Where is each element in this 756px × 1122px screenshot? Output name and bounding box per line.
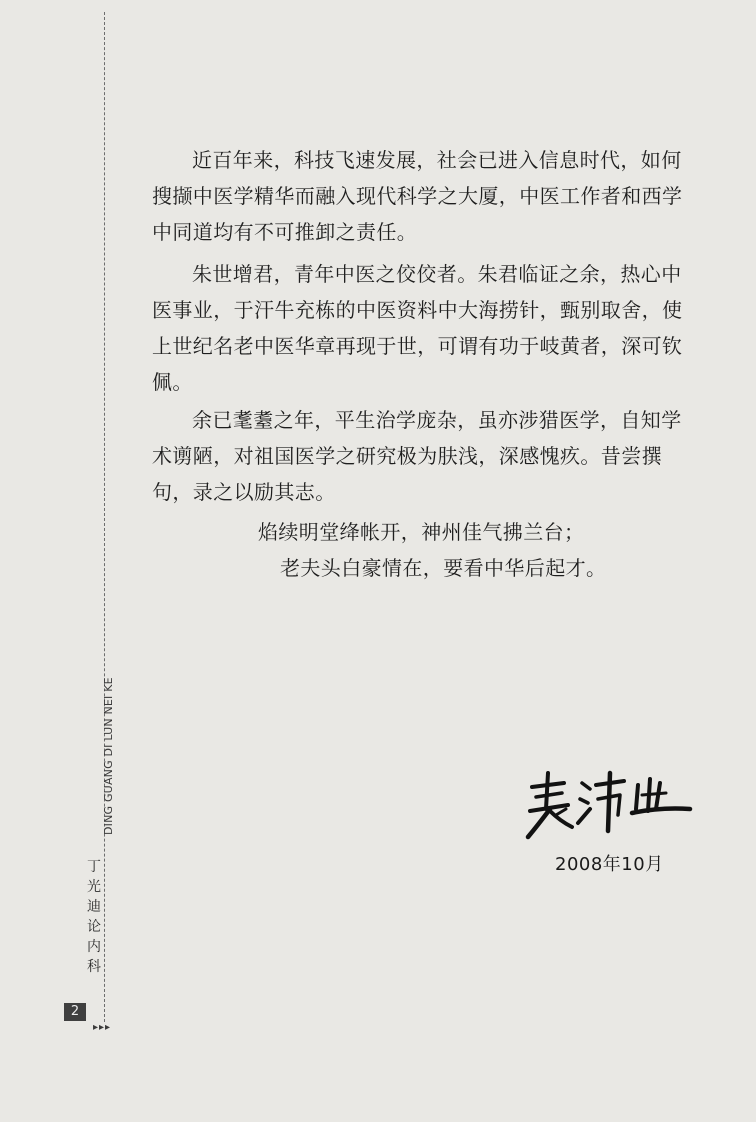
running-title-chinese (86, 857, 102, 977)
running-title-pinyin (88, 675, 115, 835)
preface-text (152, 142, 700, 586)
running-title-char: 丁 (87, 859, 101, 875)
paragraph: 余已耄耋之年，平生治学庞杂，虽亦涉猎医学，自知学术谫陋，对祖国医学之研究极为肤浅，深感愧疚。昔尝撰句，录之以励其志。 (152, 408, 682, 504)
margin-dashed-line (104, 12, 105, 1022)
signature-date: 2008年10月 (555, 854, 664, 875)
running-title-pinyin-text: DING GUANG DI LUN NEI KE (102, 677, 115, 835)
page-arrows-icon: ▸▸▸ (93, 1022, 112, 1033)
running-title-char: 科 (87, 959, 101, 975)
handwritten-signature (520, 765, 700, 845)
running-title-char: 内 (87, 939, 101, 955)
page-number: 2 (64, 1003, 86, 1021)
poem-line: 焰续明堂绛帐开，神州佳气拂兰台； (258, 520, 585, 544)
poem (152, 514, 700, 586)
running-title-char: 光 (87, 879, 101, 895)
poem-line: 老夫头白豪情在，要看中华后起才。 (280, 556, 607, 580)
running-title-char: 论 (87, 919, 101, 935)
running-title-char: 迪 (87, 899, 101, 915)
paragraph: 朱世增君，青年中医之佼佼者。朱君临证之余，热心中医事业，于汗牛充栋的中医资料中大海捞针，甄别取舍，使上世纪名老中医华章再现于世，可谓有功于岐黄者，深可钦佩。 (152, 262, 683, 394)
paragraph: 近百年来，科技飞速发展，社会已进入信息时代，如何搜撷中医学精华而融入现代科学之大厦，中医工作者和西学中同道均有不可推卸之责任。 (152, 148, 683, 244)
